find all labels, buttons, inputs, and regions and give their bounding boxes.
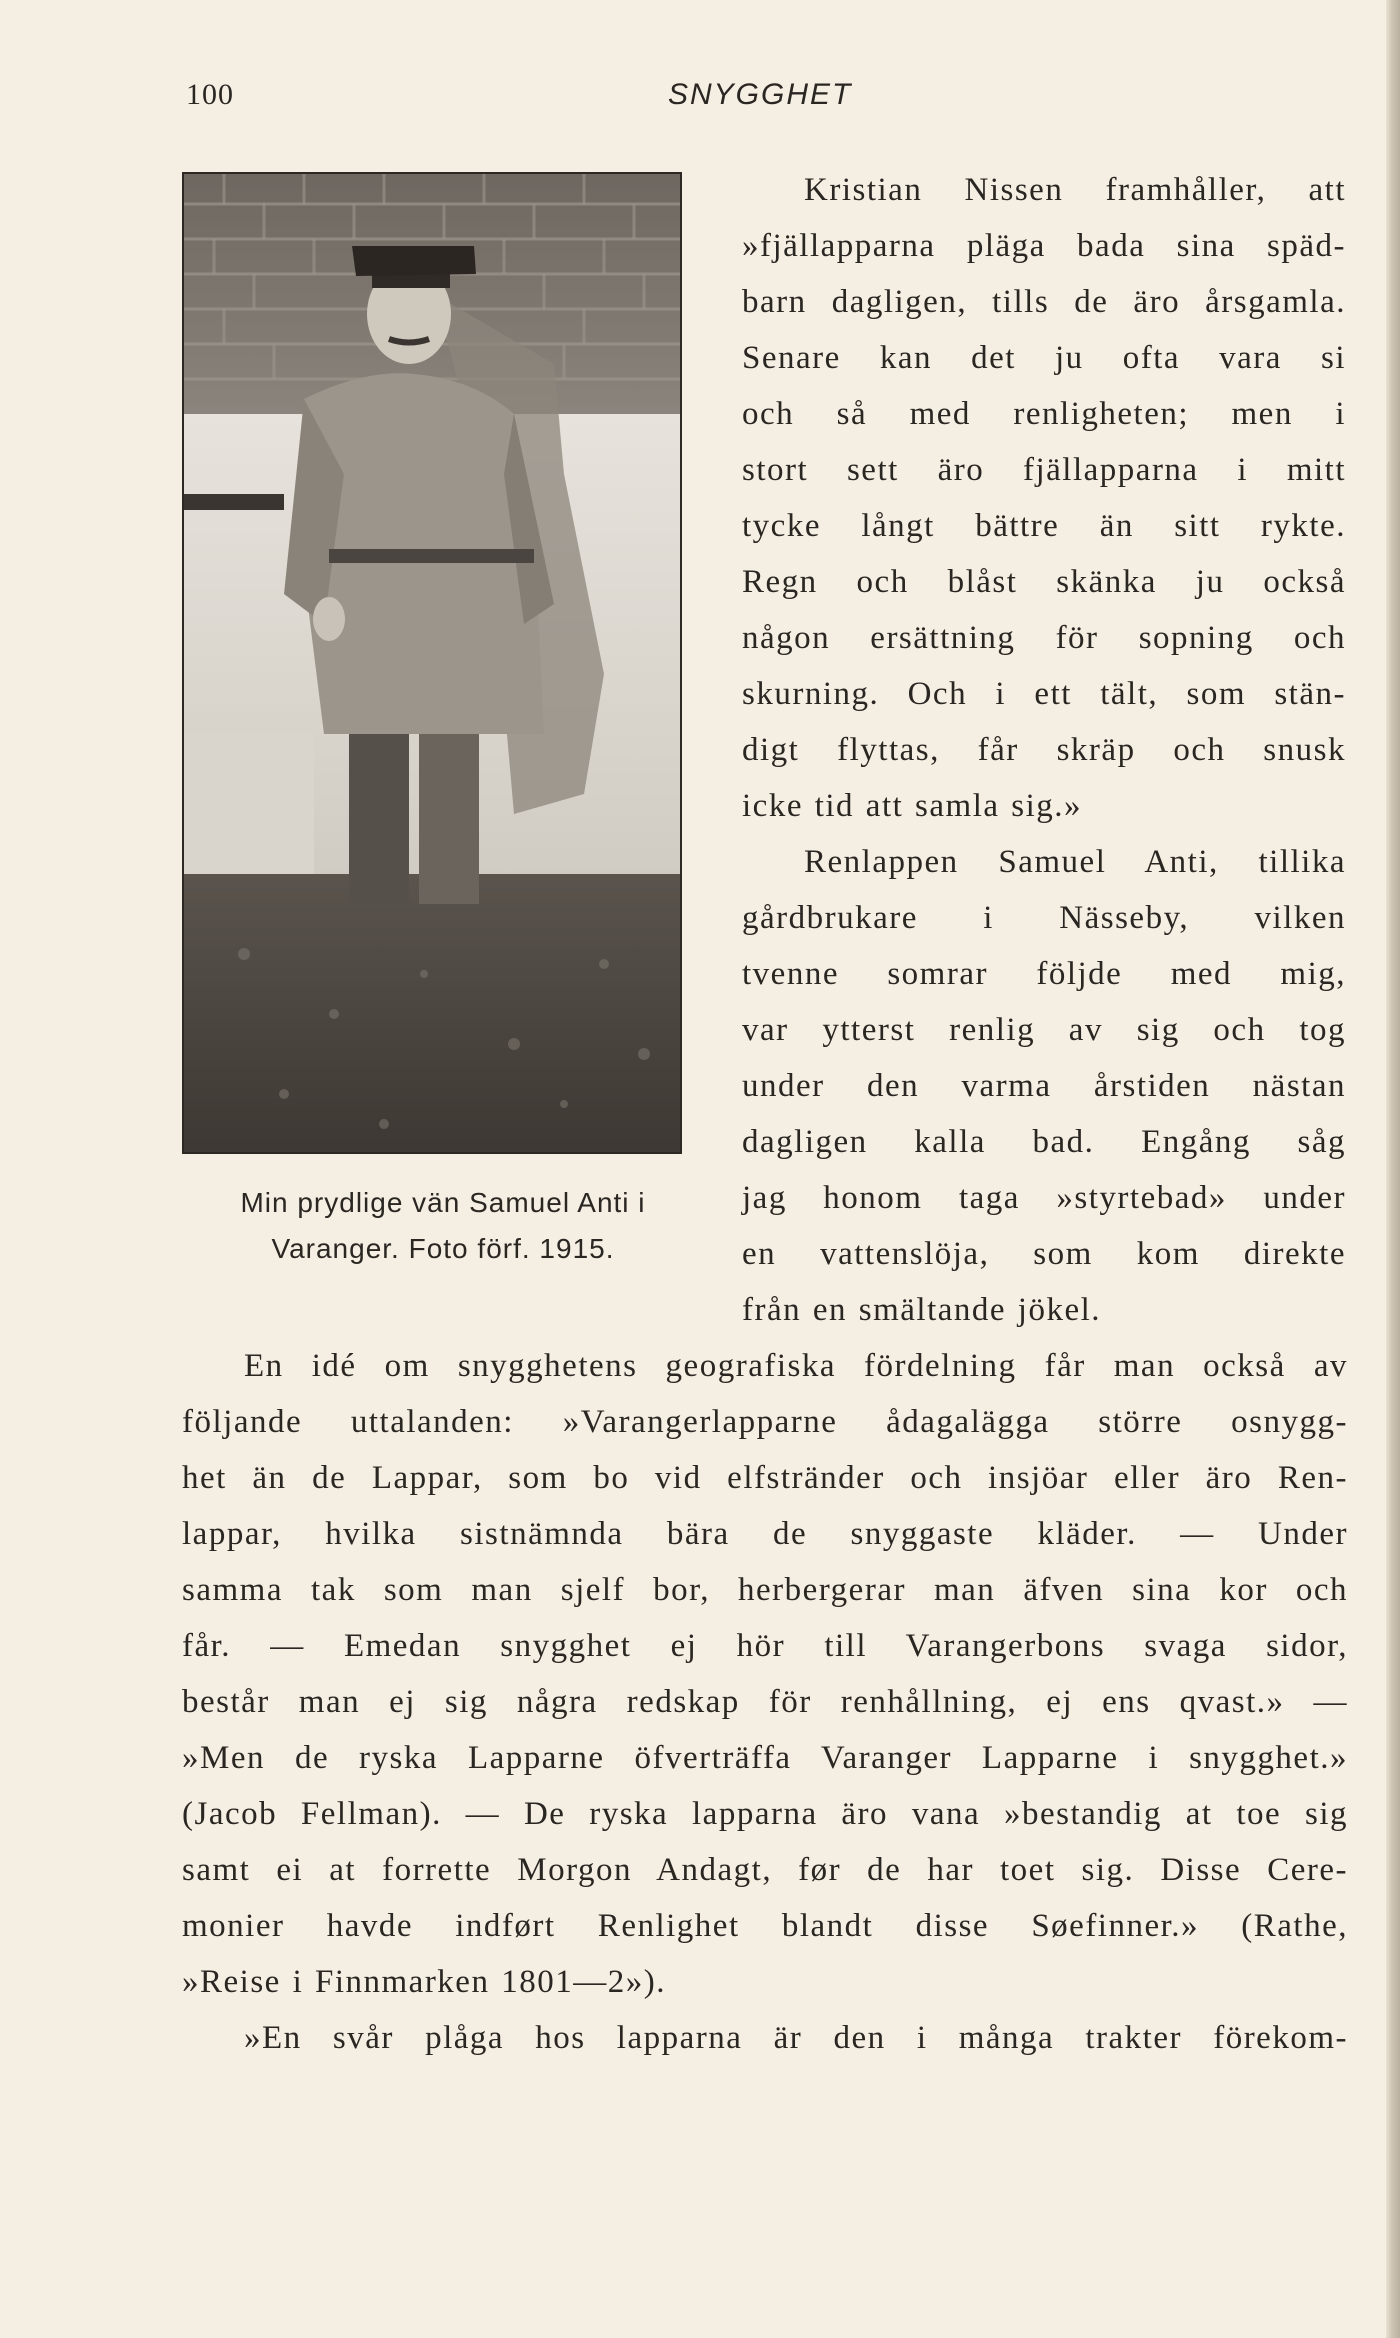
text-line: monier havde indført Renlighet blandt disse Søefinner.» (Rathe, <box>182 1908 1348 1944</box>
text-line: följande uttalanden: »Varangerlapparne ådagalägga större osnygg- <box>182 1404 1348 1440</box>
text-line: Regn och blåst skänka ju också <box>742 564 1346 600</box>
running-title: SNYGGHET <box>668 78 853 111</box>
photograph <box>182 172 682 1154</box>
text-line: och så med renligheten; men i <box>742 396 1346 432</box>
text-line: lappar, hvilka sistnämnda bära de snyggaste kläder. — Under <box>182 1516 1348 1552</box>
text-line: »En svår plåga hos lapparna är den i många trakter förekom- <box>244 2020 1348 2056</box>
text-line: någon ersättning för sopning och <box>742 620 1346 656</box>
portrait-photo-illustration <box>184 174 680 1152</box>
page-edge <box>1386 0 1400 2338</box>
text-line: består man ej sig några redskap för renhållning, ej ens qvast.» — <box>182 1684 1348 1720</box>
text-line: från en smältande jökel. <box>742 1292 1102 1328</box>
page-number: 100 <box>186 78 234 111</box>
text-line: barn dagligen, tills de äro årsgamla. <box>742 284 1346 320</box>
text-line: tvenne somrar följde med mig, <box>742 956 1346 992</box>
photo-caption <box>178 1180 708 1272</box>
text-line: jag honom taga »styrtebad» under <box>742 1180 1346 1216</box>
text-line: dagligen kalla bad. Engång såg <box>742 1124 1346 1160</box>
text-line: stort sett äro fjällapparna i mitt <box>742 452 1346 488</box>
text-line: »Men de ryska Lapparne öfverträffa Varanger Lapparne i snygghet.» <box>182 1740 1348 1776</box>
text-line: gårdbrukare i Nässeby, vilken <box>742 900 1346 936</box>
text-line: en vattenslöja, som kom direkte <box>742 1236 1346 1272</box>
text-line: får. — Emedan snygghet ej hör till Varangerbons svaga sidor, <box>182 1628 1348 1664</box>
text-line: het än de Lappar, som bo vid elfstränder och insjöar eller äro Ren- <box>182 1460 1348 1496</box>
text-line: samma tak som man sjelf bor, herbergerar man äfven sina kor och <box>182 1572 1348 1608</box>
caption-line: Varanger. Foto förf. 1915. <box>271 1233 615 1264</box>
text-line: tycke långt bättre än sitt rykte. <box>742 508 1346 544</box>
text-line: digt flyttas, får skräp och snusk <box>742 732 1346 768</box>
page-header <box>0 78 1400 118</box>
text-line: icke tid att samla sig.» <box>742 788 1083 824</box>
text-line: samt ei at forrette Morgon Andagt, før de har toet sig. Disse Cere- <box>182 1852 1348 1888</box>
caption-line: Min prydlige vän Samuel Anti i <box>240 1187 646 1218</box>
text-line: Senare kan det ju ofta vara si <box>742 340 1346 376</box>
text-line: (Jacob Fellman). — De ryska lapparna äro vana »bestandig at toe sig <box>182 1796 1348 1832</box>
text-line: »Reise i Finnmarken 1801—2»). <box>182 1964 666 2000</box>
text-line: En idé om snygghetens geografiska fördelning får man också av <box>244 1348 1348 1384</box>
text-line: »fjällapparna pläga bada sina späd- <box>742 228 1346 264</box>
text-line: Renlappen Samuel Anti, tillika <box>804 844 1346 880</box>
text-line: Kristian Nissen framhåller, att <box>804 172 1346 208</box>
text-line: under den varma årstiden nästan <box>742 1068 1346 1104</box>
text-line: var ytterst renlig av sig och tog <box>742 1012 1346 1048</box>
text-line: skurning. Och i ett tält, som stän- <box>742 676 1346 712</box>
